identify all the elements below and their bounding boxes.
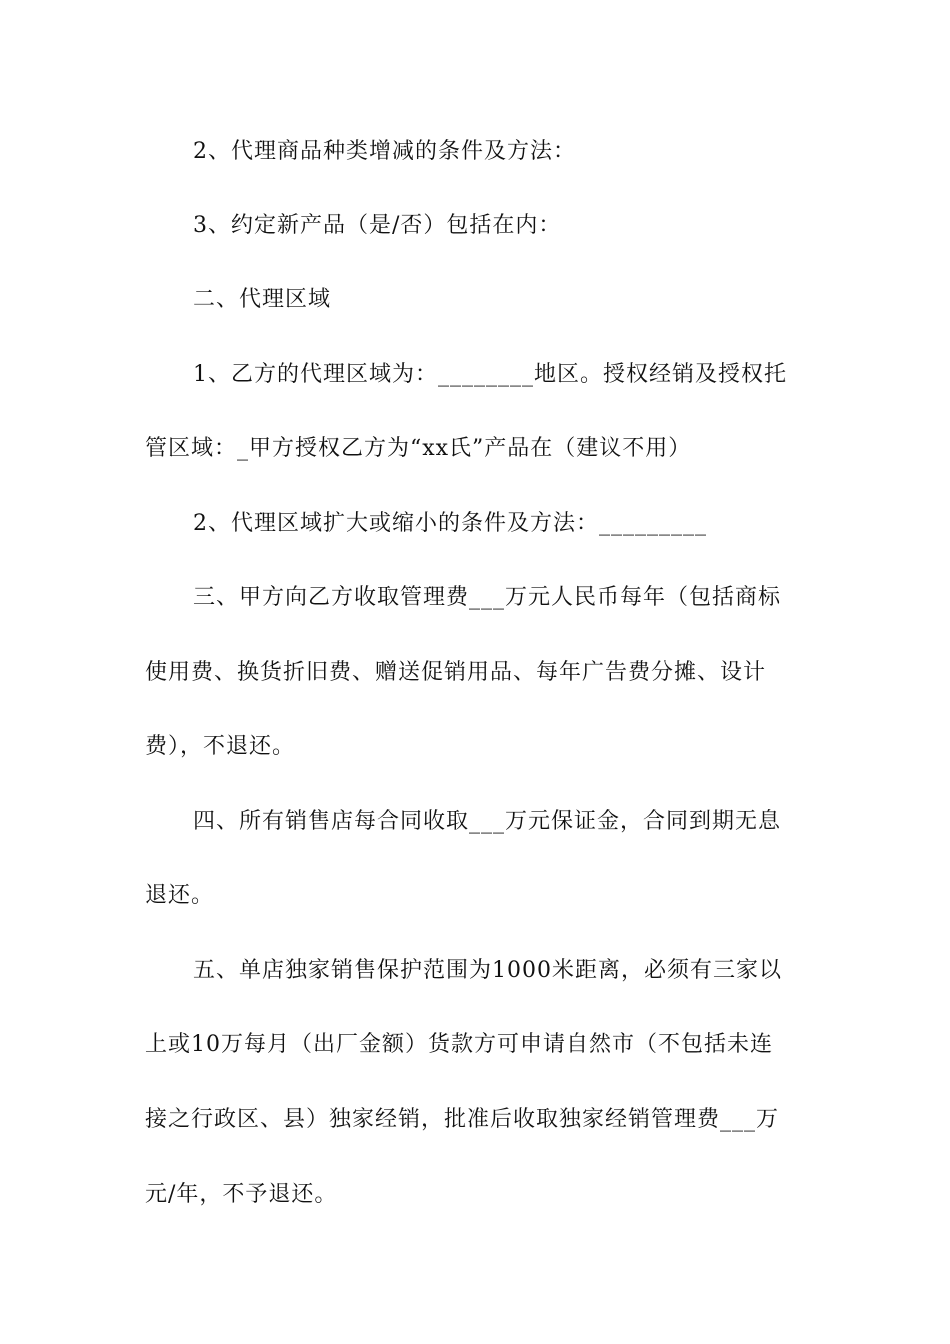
text-line: 3、约定新产品（是/否）包括在内： <box>193 213 562 238</box>
text-line: 退还。 <box>145 883 215 908</box>
text-line: 管区域：_甲方授权乙方为“xx氏”产品在（建议不用） <box>145 436 692 461</box>
text-line: 2、代理区域扩大或缩小的条件及方法：_________ <box>193 511 707 536</box>
text-line: 四、所有销售店每合同收取___万元保证金，合同到期无息 <box>193 809 782 834</box>
text-line: 接之行政区、县）独家经销，批准后收取独家经销管理费___万 <box>145 1107 780 1132</box>
text-line: 费），不退还。 <box>145 734 296 759</box>
text-line: 使用费、换货折旧费、赠送促销用品、每年广告费分摊、设计 <box>145 660 767 685</box>
text-line: 上或10万每月（出厂金额）货款方可申请自然市（不包括未连 <box>145 1032 773 1057</box>
text-line: 五、单店独家销售保护范围为1000米距离，必须有三家以 <box>193 958 782 983</box>
text-line: 三、甲方向乙方收取管理费___万元人民币每年（包括商标 <box>193 585 782 610</box>
text-line: 2、代理商品种类增减的条件及方法： <box>193 139 576 164</box>
section-heading: 二、代理区域 <box>193 287 332 312</box>
text-line: 1、乙方的代理区域为：________地区。授权经销及授权托 <box>193 362 787 387</box>
text-line: 元/年，不予退还。 <box>145 1182 338 1207</box>
